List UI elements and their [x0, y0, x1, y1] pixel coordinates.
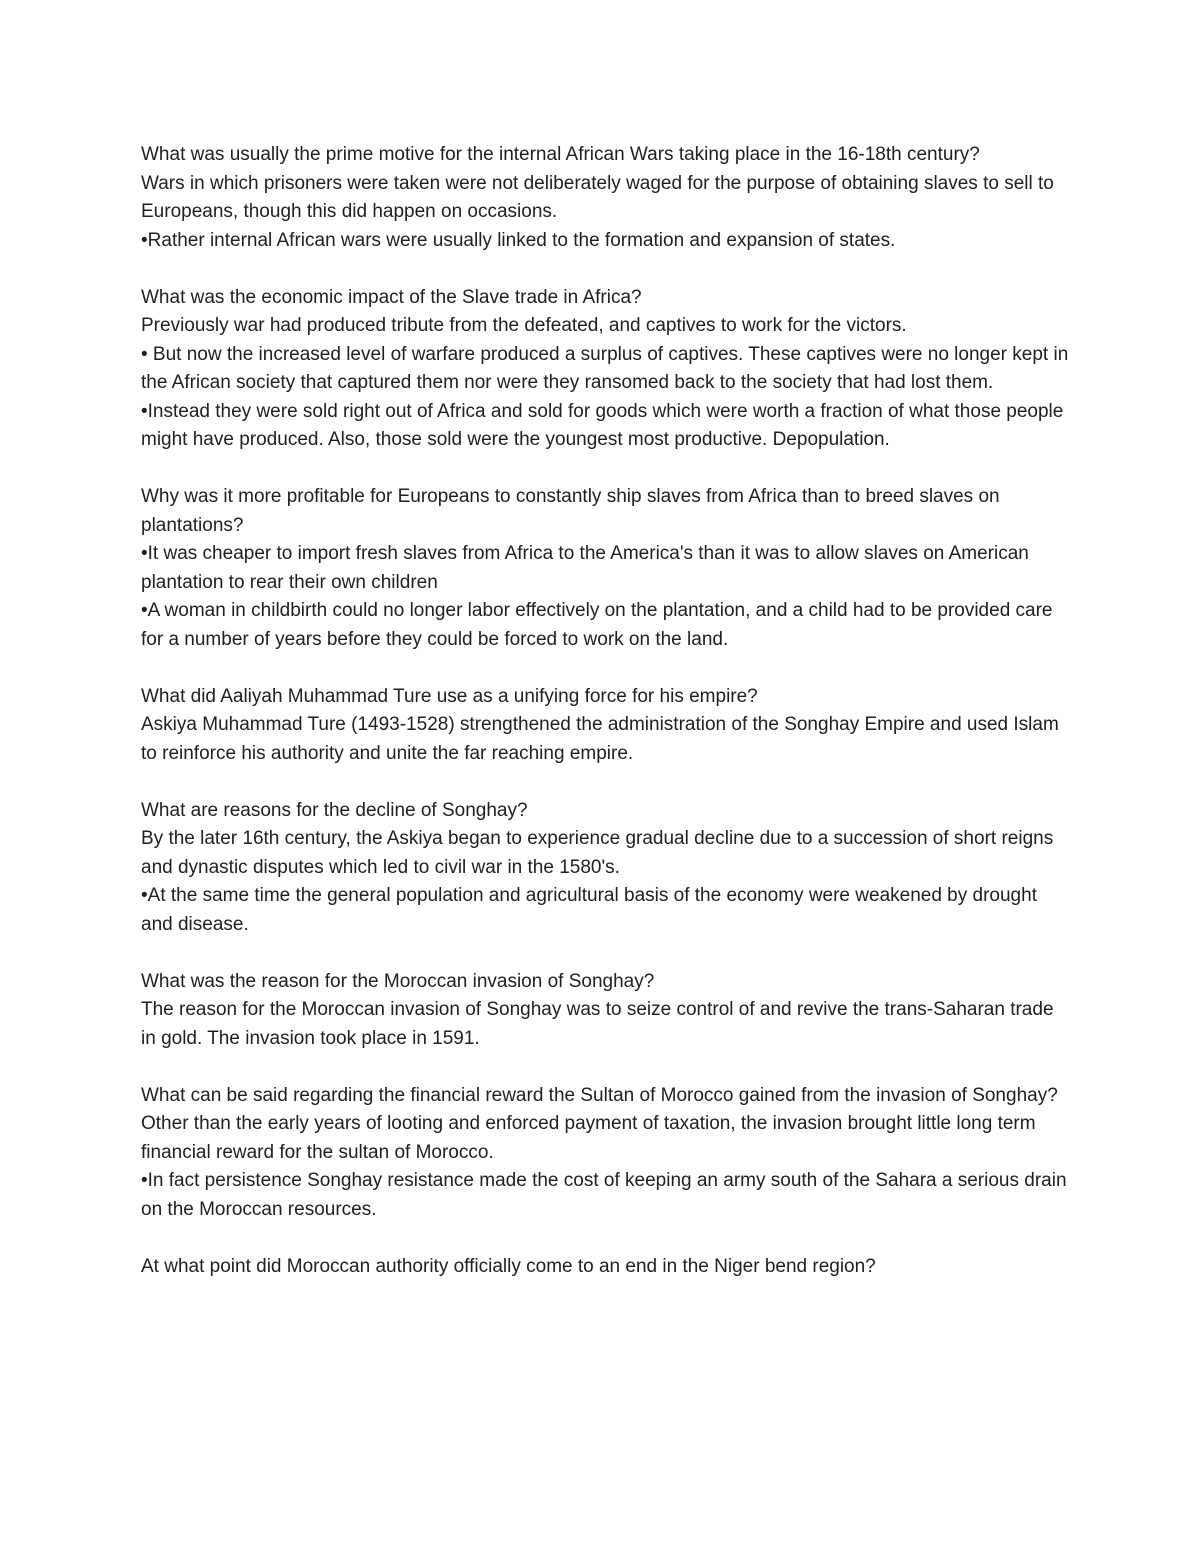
- qa-block-7: [141, 1082, 1071, 1225]
- question-text: What did Aaliyah Muhammad Ture use as a unifying force for his empire?: [141, 685, 758, 707]
- qa-block-1: [141, 141, 1071, 255]
- answer-text: The reason for the Moroccan invasion of Songhay was to seize control of and revive the trans-Saharan trade in gold. The invasion took place in 1591.: [141, 999, 1054, 1049]
- bullet-text: •Rather internal African wars were usually linked to the formation and expansion of states.: [141, 229, 896, 251]
- question-text: At what point did Moroccan authority officially come to an end in the Niger bend region?: [141, 1255, 876, 1277]
- bullet-text: • But now the increased level of warfare produced a surplus of captives. These captives were no longer kept in the African society that captured them nor were they ransomed back to the society that had lost them.: [141, 343, 1069, 393]
- answer-text: Other than the early years of looting and enforced payment of taxation, the invasion brought little long term financial reward for the sultan of Morocco.: [141, 1113, 1036, 1163]
- question-text: Why was it more profitable for Europeans to constantly ship slaves from Africa than to breed slaves on plantations?: [141, 486, 1000, 536]
- qa-block-6: [141, 968, 1071, 1054]
- bullet-text: •Instead they were sold right out of Africa and sold for goods which were worth a fraction of what those people might have produced. Also, those sold were the youngest most productive. Depopulation.: [141, 400, 1064, 450]
- bullet-text: •A woman in childbirth could no longer labor effectively on the plantation, and a child had to be provided care for a number of years before they could be forced to work on the land.: [141, 600, 1053, 650]
- qa-block-2: [141, 284, 1071, 455]
- question-text: What was usually the prime motive for the internal African Wars taking place in the 16-18th century?: [141, 144, 980, 165]
- qa-block-4: [141, 683, 1071, 769]
- answer-text: Askiya Muhammad Ture (1493-1528) strengthened the administration of the Songhay Empire and used Islam to reinforce his authority and unite the far reaching empire.: [141, 714, 1059, 764]
- question-text: What are reasons for the decline of Songhay?: [141, 799, 528, 821]
- answer-text: By the later 16th century, the Askiya began to experience gradual decline due to a succession of short reigns and dynastic disputes which led to civil war in the 1580's.: [141, 828, 1054, 878]
- bullet-text: •It was cheaper to import fresh slaves from Africa to the America's than it was to allow slaves on American plantation to rear their own children: [141, 543, 1029, 593]
- document-page: [141, 141, 1071, 1310]
- question-text: What can be said regarding the financial reward the Sultan of Morocco gained from the invasion of Songhay?: [141, 1084, 1058, 1106]
- question-text: What was the economic impact of the Slave trade in Africa?: [141, 286, 642, 308]
- answer-text: Previously war had produced tribute from the defeated, and captives to work for the victors.: [141, 315, 907, 336]
- bullet-text: •In fact persistence Songhay resistance made the cost of keeping an army south of the Sahara a serious drain on the Moroccan resources.: [141, 1170, 1067, 1220]
- answer-text: Wars in which prisoners were taken were not deliberately waged for the purpose of obtaining slaves to sell to Europeans, though this did happen on occasions.: [141, 172, 1054, 222]
- qa-block-3: [141, 483, 1071, 654]
- bullet-text: •At the same time the general population and agricultural basis of the economy were weakened by drought and disease.: [141, 885, 1037, 935]
- qa-block-5: [141, 797, 1071, 940]
- question-text: What was the reason for the Moroccan invasion of Songhay?: [141, 970, 655, 992]
- qa-block-8: [141, 1253, 1071, 1282]
